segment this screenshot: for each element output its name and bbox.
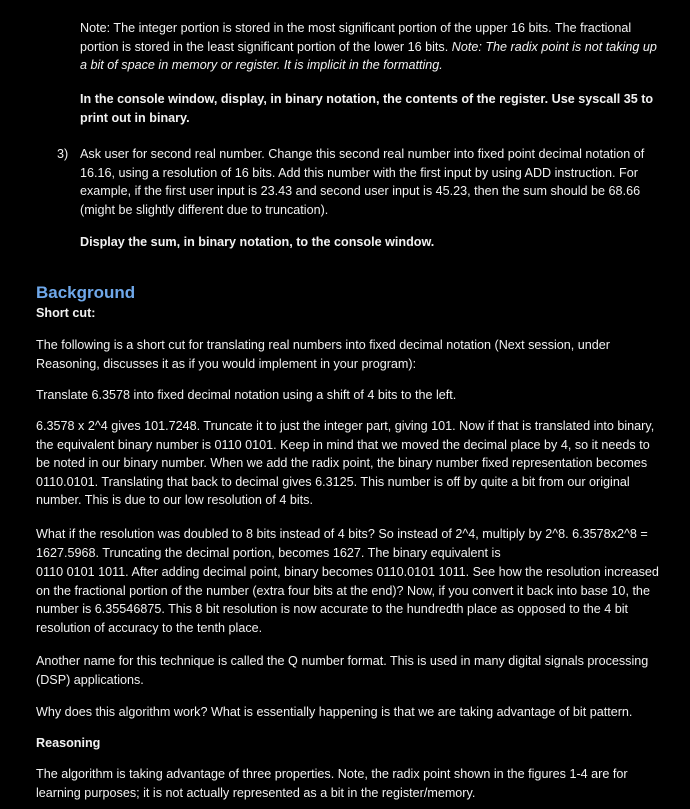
paragraph-translate: Translate 6.3578 into fixed decimal notation using a shift of 4 bits to the left. <box>36 388 457 402</box>
shortcut-subheading: Short cut: <box>36 306 96 320</box>
note-italic-text: Note: The radix point is not taking up a bit of space in memory or register. It is implicit in the formatting. <box>80 39 657 72</box>
paragraph-q-format: Another name for this technique is called the Q number format. This is used in many digital signals processing (DSP) applications. <box>36 654 649 687</box>
display-sum-instruction: Display the sum, in binary notation, to the console window. <box>80 235 435 249</box>
reasoning-heading: Reasoning <box>36 736 101 750</box>
paragraph-properties: The algorithm is taking advantage of three properties. Note, the radix point shown in the figures 1-4 are for learning purposes; it is not actually represented as a bit in the register/memory. <box>36 767 628 800</box>
background-heading: Background <box>36 283 136 302</box>
paragraph-8bit-example: 0110 0101 1011. After adding decimal point, binary becomes 0110.0101 1011. See how the resolution increased on the fractional portion of the number (extra four bits at the end)? Now, if you convert it back into base 10, the number is 6.35546875. This 8 bit resolution is now accurate to the hundredth place as opposed to the 4 bit resolution of accuracy to the tenth place. <box>36 565 659 635</box>
paragraph-4bit-example: 6.3578 x 2^4 gives 101.7248. Truncate it to just the integer part, giving 101. Now if that is translated into binary, the equivalent binary number is 0110 0101. Keep in mind that we moved the decimal place by 4, so it needs to be noted in our binary number. When we add the radix point, the binary number fixed representation becomes 0110.0101. Translating that back to decimal gives 6.3125. This number is off by quite a bit from our original number. This is due to our low resolution of 4 bits. <box>36 419 655 507</box>
list-number: 3) <box>57 147 69 161</box>
paragraph-intro: The following is a short cut for translating real numbers into fixed decimal notation (Next session, under Reasoning, discusses it as if you would implement in your program): <box>36 338 610 371</box>
note-text: Note: The integer portion is stored in the most significant portion of the upper 16 bits. The fractional portion is stored in the least significant portion of the lower 16 bits. <box>80 21 632 54</box>
note-paragraph <box>80 19 665 75</box>
paragraph-why: Why does this algorithm work? What is essentially happening is that we are taking advantage of bit pattern. <box>36 705 633 719</box>
paragraph-8bit-intro: What if the resolution was doubled to 8 bits instead of 4 bits? So instead of 2^4, multiply by 2^8. 6.3578x2^8 = 1627.5968. Truncating the decimal portion, becomes 1627. The binary equivalent is <box>36 527 648 560</box>
list-item-text: Ask user for second real number. Change this second real number into fixed point decimal notation of 16.16, using a resolution of 16 bits. Add this number with the first input by using ADD instruction. For example, if the first user input is 23.43 and second user input is 45.23, then the sum should be 68.66 (might be slightly different due to truncation). <box>80 147 645 217</box>
console-instruction: In the console window, display, in binary notation, the contents of the register. Use syscall 35 to print out in binary. <box>80 92 654 125</box>
